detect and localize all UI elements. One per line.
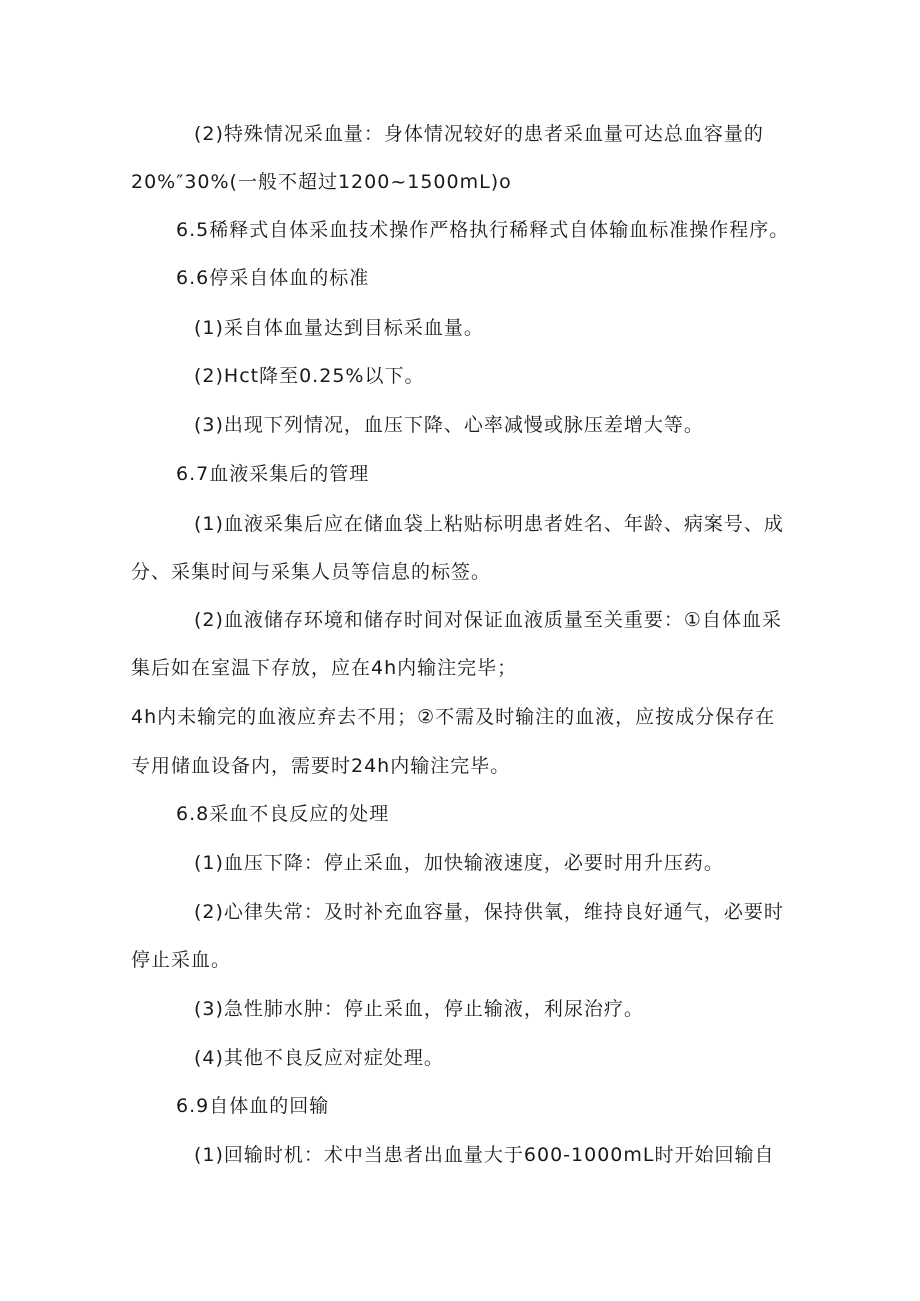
paragraph-line: (3)急性肺水肿：停止采血，停止输液，利尿治疗。: [194, 998, 644, 1020]
paragraph-line: (1)血压下降：停止采血，加快输液速度，必要时用升压药。: [194, 852, 724, 874]
paragraph-line: 集后如在室温下存放，应在4h内输注完毕；: [131, 657, 518, 679]
paragraph-line: (4)其他不良反应对症处理。: [194, 1047, 444, 1069]
paragraph-line: (2)心律失常：及时补充血容量，保持供氧，维持良好通气，必要时: [194, 901, 784, 923]
paragraph-line: (3)出现下列情况，血压下降、心率减慢或脉压差增大等。: [194, 414, 704, 436]
section-heading: 6.5稀释式自体采血技术操作严格执行稀释式自体输血标准操作程序。: [176, 219, 790, 241]
paragraph-line: 停止采血。: [131, 949, 232, 971]
section-heading: 6.8采血不良反应的处理: [176, 803, 390, 825]
paragraph-line: (2)Hct降至0.25%以下。: [194, 365, 425, 387]
paragraph-line: 20%″30%(一般不超过1200~1500mL)o: [131, 171, 512, 193]
section-heading: 6.7血液采集后的管理: [176, 463, 370, 485]
paragraph-line: 专用储血设备内，需要时24h内输注完毕。: [131, 755, 511, 777]
section-heading: 6.9自体血的回输: [176, 1095, 330, 1117]
paragraph-line: (2)血液储存环境和储存时间对保证血液质量至关重要：①自体血采: [194, 609, 782, 631]
paragraph-line: 分、采集时间与采集人员等信息的标签。: [131, 561, 492, 583]
paragraph-line: (1)血液采集后应在储血袋上粘贴标明患者姓名、年龄、病案号、成: [194, 513, 784, 535]
section-heading: 6.6停采自体血的标准: [176, 267, 370, 289]
paragraph-line: (1)回输时机：术中当患者出血量大于600-1000mL时开始回输自: [194, 1144, 775, 1166]
paragraph-line: (1)采自体血量达到目标采血量。: [194, 317, 484, 339]
paragraph-line: 4h内未输完的血液应弃去不用；②不需及时输注的血液，应按成分保存在: [131, 706, 776, 728]
paragraph-line: (2)特殊情况采血量：身体情况较好的患者采血量可达总血容量的: [194, 123, 764, 145]
